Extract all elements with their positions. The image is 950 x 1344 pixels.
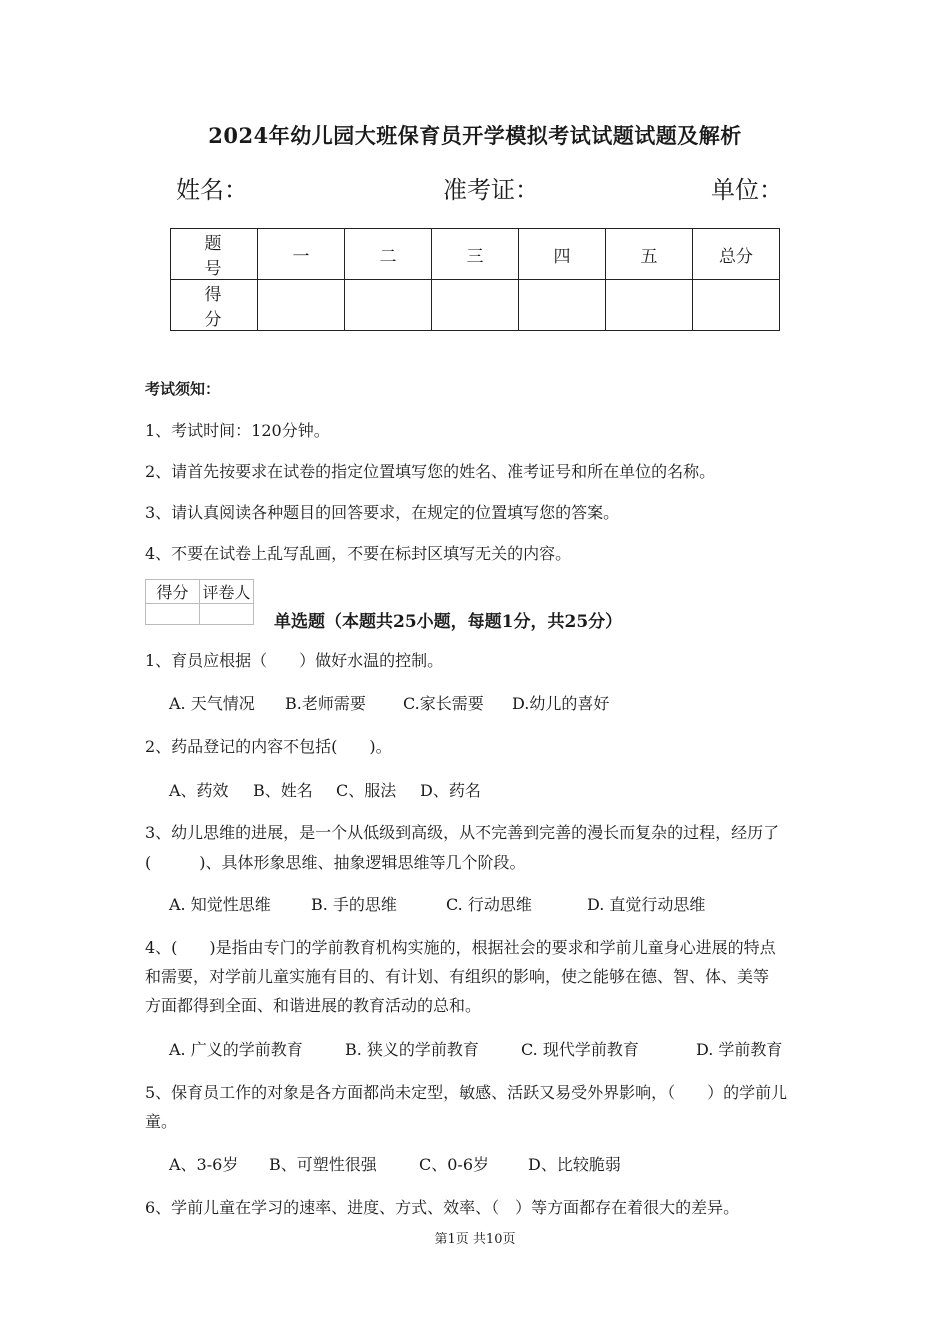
- q5-option-d: D、比较脆弱: [528, 1155, 621, 1174]
- q5-option-c: C、0-6岁: [419, 1155, 490, 1174]
- q1-option-c: C.家长需要: [403, 694, 484, 713]
- score-cell-1[interactable]: [258, 280, 345, 331]
- section-title: 单选题（本题共25小题，每题1分，共25分）: [274, 612, 623, 632]
- q1-option-b: B.老师需要: [285, 694, 366, 713]
- column-3: 三: [432, 229, 519, 280]
- question-4-text-cont: 和需要，对学前儿童实施有目的、有计划、有组织的影响，使之能够在德、智、体、美等: [145, 967, 770, 986]
- question-5-text-cont: 童。: [145, 1112, 178, 1131]
- score-table: [170, 228, 780, 331]
- question-6-text: 6、学前儿童在学习的速率、进度、方式、效率、（ ）等方面都存在着很大的差异。: [145, 1198, 740, 1217]
- q4-option-c: C. 现代学前教育: [521, 1040, 639, 1059]
- q2-option-d: D、药名: [420, 781, 481, 800]
- grader-score-label: 得分: [146, 580, 200, 604]
- q3-option-a: A. 知觉性思维: [169, 895, 271, 914]
- question-number-header: 题 号: [171, 229, 258, 280]
- question-3-text-cont: ( )、具体形象思维、抽象逻辑思维等几个阶段。: [145, 853, 526, 872]
- score-table-header-row: [171, 229, 780, 280]
- grader-box: [145, 579, 254, 625]
- column-4: 四: [519, 229, 606, 280]
- column-total: 总分: [693, 229, 780, 280]
- q1-option-d: D.幼儿的喜好: [512, 694, 610, 713]
- q3-option-c: C. 行动思维: [446, 895, 532, 914]
- score-cell-4[interactable]: [519, 280, 606, 331]
- score-cell-2[interactable]: [345, 280, 432, 331]
- question-3-text: 3、幼儿思维的进展，是一个从低级到高级，从不完善到完善的漫长而复杂的过程，经历了: [145, 823, 780, 842]
- exam-number-label: 准考证：: [443, 176, 539, 204]
- document-title: 2024年幼儿园大班保育员开学模拟考试试题试题及解析: [208, 123, 742, 148]
- column-1: 一: [258, 229, 345, 280]
- question-4-text: 4、( )是指由专门的学前教育机构实施的，根据社会的要求和学前儿童身心进展的特点: [145, 938, 776, 957]
- q4-option-b: B. 狭义的学前教育: [345, 1040, 479, 1059]
- score-cell-total[interactable]: [693, 280, 780, 331]
- unit-label: 单位：: [711, 176, 783, 204]
- name-label: 姓名：: [176, 176, 248, 204]
- q5-option-b: B、可塑性很强: [269, 1155, 377, 1174]
- notice-item: 3、请认真阅读各种题目的回答要求，在规定的位置填写您的答案。: [145, 503, 620, 522]
- grader-name-cell[interactable]: [200, 604, 254, 625]
- notice-title: 考试须知：: [145, 380, 221, 398]
- q1-option-a: A. 天气情况: [169, 694, 255, 713]
- score-cell-3[interactable]: [432, 280, 519, 331]
- score-table-score-row: [171, 280, 780, 331]
- column-2: 二: [345, 229, 432, 280]
- q5-option-a: A、3-6岁: [169, 1155, 239, 1174]
- question-4-text-cont: 方面都得到全面、和谐进展的教育活动的总和。: [145, 996, 482, 1015]
- notice-item: 2、请首先按要求在试卷的指定位置填写您的姓名、准考证号和所在单位的名称。: [145, 462, 716, 481]
- q3-option-d: D. 直觉行动思维: [587, 895, 706, 914]
- grader-score-cell[interactable]: [146, 604, 200, 625]
- q4-option-d: D. 学前教育: [696, 1040, 783, 1059]
- page-footer: 第1页 共10页: [434, 1232, 516, 1247]
- notice-item: 4、不要在试卷上乱写乱画，不要在标封区填写无关的内容。: [145, 544, 572, 563]
- q2-option-b: B、姓名: [253, 781, 313, 800]
- question-5-text: 5、保育员工作的对象是各方面都尚未定型，敏感、活跃又易受外界影响，（ ）的学前儿: [145, 1083, 788, 1102]
- column-5: 五: [606, 229, 693, 280]
- score-row-header: 得 分: [171, 280, 258, 331]
- question-1-text: 1、育员应根据（ ）做好水温的控制。: [145, 651, 444, 670]
- question-2-text: 2、药品登记的内容不包括( )。: [145, 737, 392, 756]
- q3-option-b: B. 手的思维: [311, 895, 397, 914]
- notice-item: 1、考试时间：120分钟。: [145, 421, 330, 440]
- score-cell-5[interactable]: [606, 280, 693, 331]
- grader-name-label: 评卷人: [200, 580, 254, 604]
- q4-option-a: A. 广义的学前教育: [169, 1040, 303, 1059]
- q2-option-a: A、药效: [169, 781, 229, 800]
- q2-option-c: C、服法: [336, 781, 397, 800]
